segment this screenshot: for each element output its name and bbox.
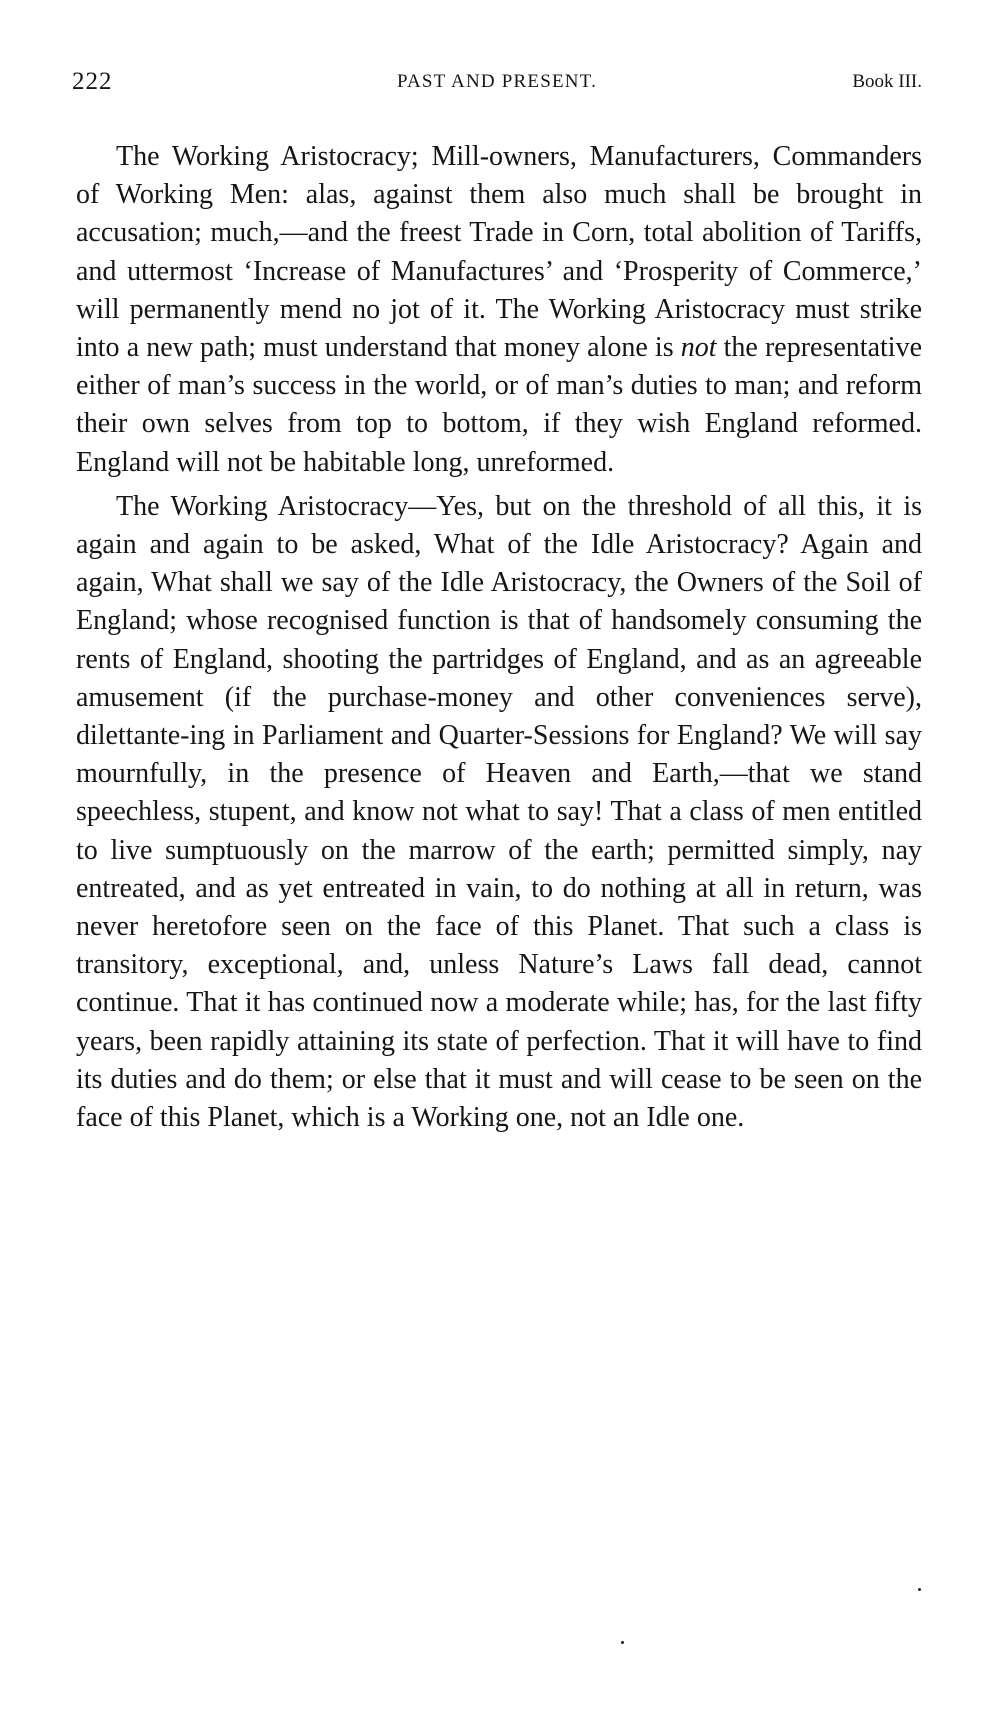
book-section-label: Book III.: [852, 71, 922, 92]
paragraph-1-emphasis: not: [680, 332, 717, 364]
page-number: 222: [72, 68, 113, 95]
running-title: PAST AND PRESENT.: [396, 71, 598, 92]
body-text: [76, 138, 922, 1137]
ink-speck: [918, 1588, 921, 1591]
paragraph-2: [76, 488, 922, 1137]
ink-speck: [621, 1641, 624, 1644]
paragraph-1-text-start: The Working Aristocracy; Mill-owners, Manufacturers, Commanders of Working Men: alas, against them also much shall be brought in accusation; much,—and the freest Trade in Corn, total abolition of Tariffs, and uttermost ‘Increase of Manufactures’ and ‘Prosperity of Commerce,’ will permanently mend no jot of it. The Working Aristocracy must strike into a new path; must understand that money alone is: [76, 141, 922, 364]
running-head: [72, 68, 922, 102]
paragraph-1: [76, 138, 922, 482]
paragraph-1-text-end: the representative either of man’s success in the world, or of man’s duties to man; and reform their own selves from top to bottom, if they wish England reformed. England will not be habitable long, unreformed.: [76, 332, 923, 478]
paragraph-2-text: The Working Aristocracy—Yes, but on the threshold of all this, it is again and again to be asked, What of the Idle Aristocracy? Again and again, What shall we say of the Idle Aristocracy, the Owners of the Soil of England; whose recognised function is that of handsomely consuming the rents of England, shooting the partridges of England, and as an agreeable amusement (if the purchase-money and other conveniences serve), dilettante-ing in Parliament and Quarter-Sessions for England? We will say mournfully, in the presence of Heaven and Earth,—that we stand speechless, stupent, and know not what to say! That a class of men entitled to live sumptuously on the marrow of the earth; permitted simply, nay entreated, and as yet entreated in vain, to do nothing at all in return, was never heretofore seen on the face of this Planet. That such a class is transitory, exceptional, and, unless Nature’s Laws fall dead, cannot continue. That it has continued now a moderate while; has, for the last fifty years, been rapidly attaining its state of perfection. That it will have to find its duties and do them; or else that it must and will cease to be seen on the face of this Planet, which is a Working one, not an Idle one.: [76, 490, 922, 1134]
